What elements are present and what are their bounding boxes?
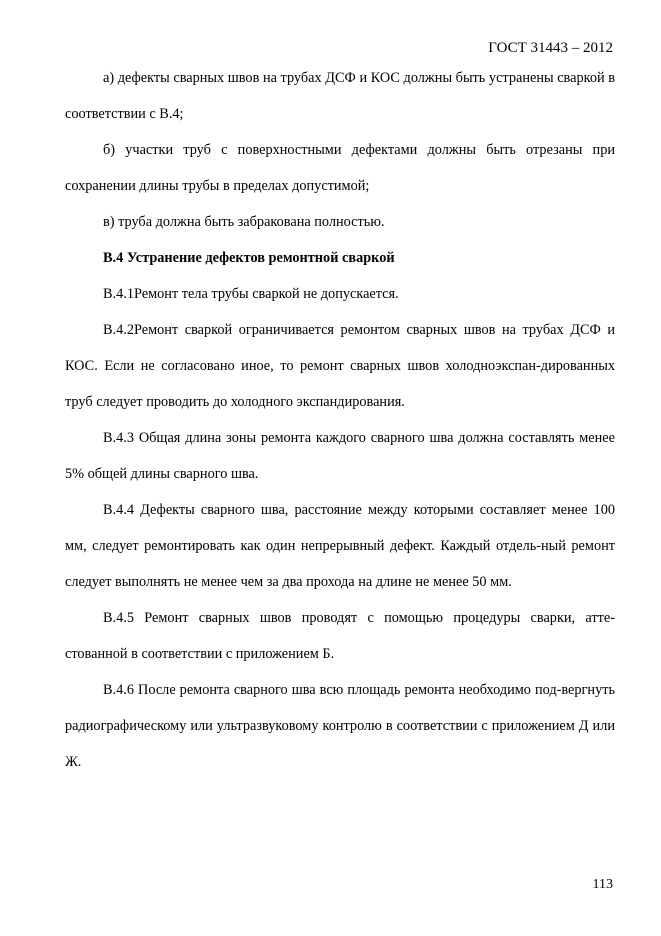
paragraph-b4-4: В.4.4 Дефекты сварного шва, расстояние между которыми составляет менее 100 мм, следует ремонтировать как один непрерывный дефект. Каждый отдель-ный ремонт следует выполнять не менее чем за два прохода на длине не менее 50 мм.: [65, 502, 615, 590]
paragraph-b4-1: В.4.1Ремонт тела трубы сваркой не допускается.: [103, 286, 399, 302]
paragraph-b4-3: В.4.3 Общая длина зоны ремонта каждого сварного шва должна составлять менее 5% общей длины сварного шва.: [65, 430, 615, 482]
section-heading-b4: В.4 Устранение дефектов ремонтной сваркой: [103, 250, 395, 266]
document-header-standard: ГОСТ 31443 – 2012: [488, 40, 613, 56]
page-number: 113: [592, 877, 613, 892]
paragraph-item-b: б) участки труб с поверхностными дефектами должны быть отрезаны при сохранении длины трубы в пределах допустимой;: [65, 142, 615, 194]
paragraph-item-v: в) труба должна быть забракована полностью.: [103, 214, 385, 230]
paragraph-b4-2: В.4.2Ремонт сваркой ограничивается ремонтом сварных швов на трубах ДСФ и КОС. Если не согласовано иное, то ремонт сварных швов холодноэкспан-дированных труб следует проводить до холодного экспандирования.: [65, 322, 615, 410]
paragraph-b4-5: В.4.5 Ремонт сварных швов проводят с помощью процедуры сварки, атте-стованной в соответствии с приложением Б.: [65, 610, 615, 662]
paragraph-item-a: а) дефекты сварных швов на трубах ДСФ и КОС должны быть устранены сваркой в соответствии с В.4;: [65, 70, 615, 122]
paragraph-b4-6: В.4.6 После ремонта сварного шва всю площадь ремонта необходимо под-вергнуть радиографическому или ультразвуковому контролю в соответствии с приложением Д или Ж.: [65, 682, 615, 770]
document-body: [65, 60, 615, 780]
